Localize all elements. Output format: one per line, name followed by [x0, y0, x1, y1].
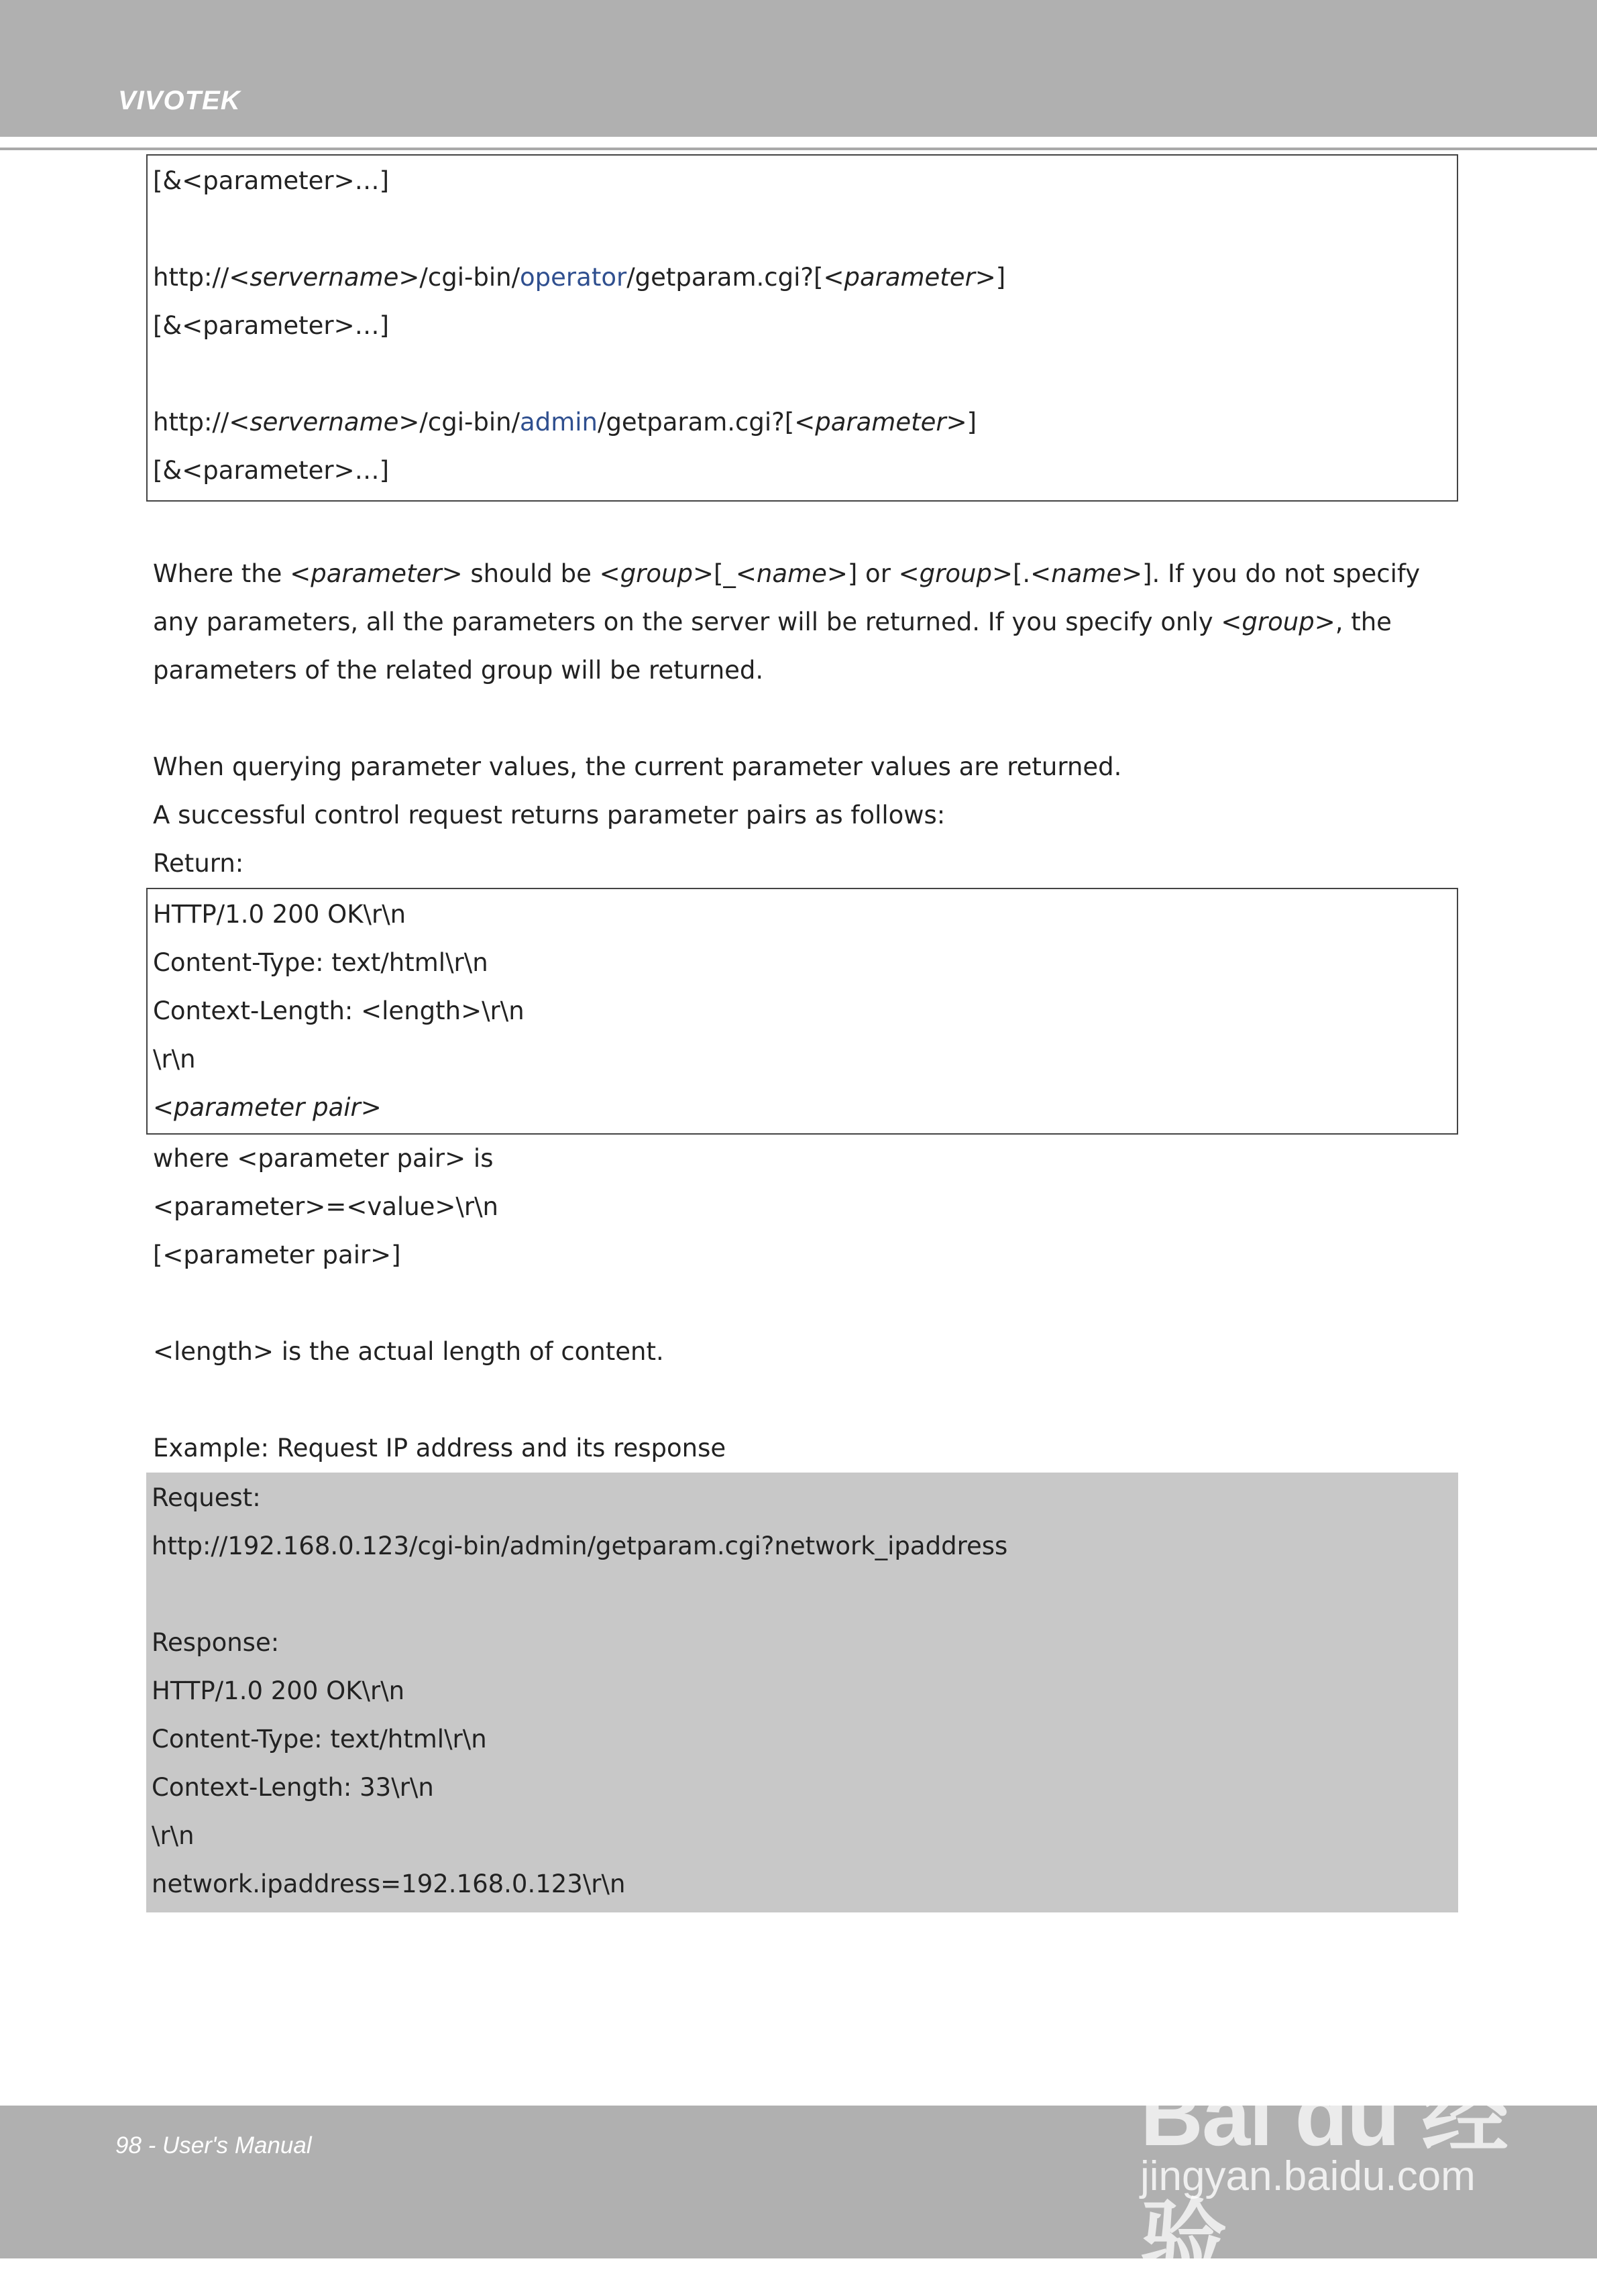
code-line: [&<parameter>…] [153, 311, 390, 340]
code-line: Context-Length: <length>\r\n [153, 996, 525, 1025]
response-label: Response: [152, 1628, 280, 1657]
success-text: A successful control request returns parameter pairs as follows: [153, 801, 946, 829]
watermark-url: jingyan.baidu.com [1140, 2153, 1476, 2199]
page-number: 98 - User's Manual [115, 2132, 312, 2159]
querying-text: When querying parameter values, the current parameter values are returned. [153, 752, 1122, 781]
header-band [0, 0, 1597, 137]
code-line: [&<parameter>…] [153, 166, 390, 195]
code-line: [&<parameter>…] [153, 456, 390, 485]
operator-link[interactable]: operator [520, 263, 627, 292]
code-line: \r\n [152, 1821, 195, 1850]
pair-definition-line: [<parameter pair>] [153, 1241, 401, 1269]
length-note: <length> is the actual length of content. [153, 1337, 664, 1366]
watermark-logo: Bai du 经验 [1140, 2066, 1508, 2289]
pair-definition-line: <parameter>=<value>\r\n [153, 1192, 499, 1221]
return-block [146, 888, 1458, 1135]
example-block [146, 1473, 1458, 1912]
code-line: \r\n [153, 1045, 196, 1074]
blank-line [153, 205, 1451, 253]
example-title: Example: Request IP address and its response [153, 1434, 726, 1462]
admin-url-line: http://<servername>/cgi-bin/admin/getparam.cgi?[<parameter>] [153, 408, 977, 437]
brand-logo-text: VIVOTEK [118, 86, 241, 115]
admin-link[interactable]: admin [520, 408, 598, 437]
pair-definition-line: where <parameter pair> is [153, 1144, 494, 1173]
return-label: Return: [153, 849, 244, 878]
code-line: Content-Type: text/html\r\n [153, 948, 488, 977]
code-line: Context-Length: 33\r\n [152, 1773, 434, 1802]
code-line: <parameter pair> [153, 1093, 382, 1122]
blank-line [152, 1570, 1453, 1619]
description-paragraph: Where the <parameter> should be <group>[_<name>] or <group>[.<name>]. If you do not specify any parameters, all the parameters on the server will be returned. If you specify only <group>, the parameters of the related group will be returned. [153, 559, 1421, 685]
request-url: http://192.168.0.123/cgi-bin/admin/getparam.cgi?network_ipaddress [152, 1532, 1008, 1560]
header-divider [0, 148, 1597, 150]
code-line: HTTP/1.0 200 OK\r\n [153, 900, 406, 929]
page-content [146, 154, 1458, 1912]
url-syntax-block [146, 154, 1458, 502]
code-line: network.ipaddress=192.168.0.123\r\n [152, 1870, 626, 1898]
code-line: HTTP/1.0 200 OK\r\n [152, 1676, 405, 1705]
blank-line [146, 695, 1458, 743]
blank-line [146, 1376, 1458, 1424]
code-line: Content-Type: text/html\r\n [152, 1725, 487, 1754]
request-label: Request: [152, 1483, 261, 1512]
baidu-watermark [1134, 2018, 1509, 2289]
blank-line [153, 350, 1451, 398]
blank-line [146, 1279, 1458, 1328]
operator-url-line: http://<servername>/cgi-bin/operator/getparam.cgi?[<parameter>] [153, 263, 1006, 292]
spacer [146, 502, 1458, 550]
